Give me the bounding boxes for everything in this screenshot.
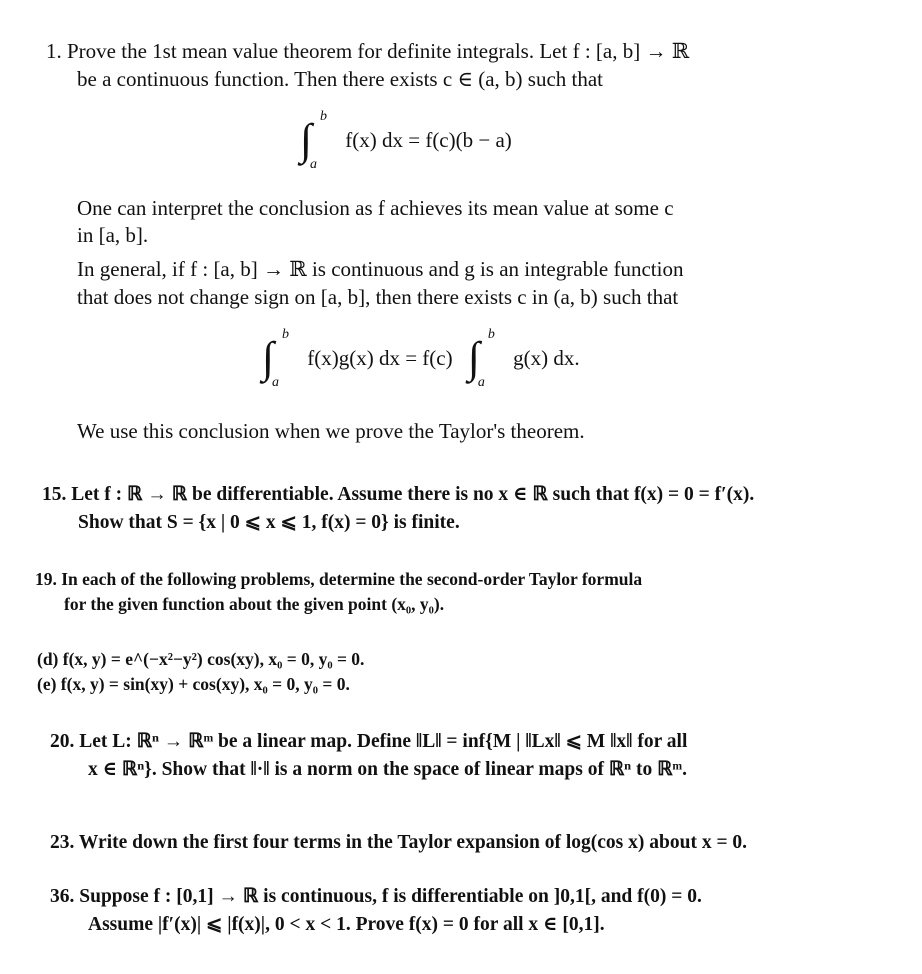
problem-15-line-2: Show that S = {x | 0 ⩽ x ⩽ 1, f(x) = 0} is finite.: [78, 512, 460, 533]
problem-20-line-1: 20. Let L: ℝⁿ → ℝᵐ be a linear map. Define ‖L‖ = inf{M | ‖Lx‖ ⩽ M ‖x‖ for all: [50, 731, 688, 752]
equation-2-body-2: g(x) dx.: [513, 346, 580, 370]
integral-sign: ∫ b a: [262, 327, 289, 390]
equation-1: [300, 109, 512, 172]
problem-20-line-2: x ∈ ℝⁿ}. Show that ‖·‖ is a norm on the space of linear maps of ℝⁿ to ℝᵐ.: [88, 759, 687, 780]
problem-19-line-1: 19. In each of the following problems, determine the second-order Taylor formula: [35, 569, 643, 589]
integral-upper-limit: b: [282, 327, 289, 342]
problem-23-line-1: 23. Write down the first four terms in the Taylor expansion of log(cos x) about x = 0.: [50, 832, 748, 853]
problem-15-line-1: 15. Let f : ℝ → ℝ be differentiable. Assume there is no x ∈ ℝ such that f(x) = 0 = f′(x).: [42, 484, 755, 505]
integral-upper-limit: b: [320, 109, 327, 124]
equation-2: [262, 327, 580, 390]
integral-sign: ∫ b a: [467, 327, 495, 390]
problem-19-item-e: (e) f(x, y) = sin(xy) + cos(xy), x₀ = 0, y₀ = 0.: [37, 674, 350, 694]
problem-36-line-1: 36. Suppose f : [0,1] → ℝ is continuous, f is differentiable on ]0,1[, and f(0) = 0.: [50, 886, 702, 907]
problem-19-line-2: for the given function about the given point (x₀, y₀).: [64, 594, 445, 614]
problem-1-line-1: 1. Prove the 1st mean value theorem for definite integrals. Let f : [a, b] → ℝ: [46, 39, 690, 63]
integral-upper-limit: b: [487, 327, 495, 342]
integral-lower-limit: a: [477, 375, 485, 390]
problem-19-item-d: (d) f(x, y) = e^(−x²−y²) cos(xy), x₀ = 0, y₀ = 0.: [37, 649, 365, 669]
problem-1-line-4: in [a, b].: [77, 223, 149, 247]
problem-36-line-2: Assume |f′(x)| ⩽ |f(x)|, 0 < x < 1. Prove f(x) = 0 for all x ∈ [0,1].: [88, 914, 605, 935]
integral-lower-limit: a: [310, 157, 317, 172]
equation-1-body: f(x) dx = f(c)(b − a): [345, 128, 512, 152]
problem-1-line-5: In general, if f : [a, b] → ℝ is continuous and g is an integrable function: [77, 257, 684, 281]
problem-1-line-6: that does not change sign on [a, b], then there exists c in (a, b) such that: [77, 285, 679, 309]
integral-sign: ∫ b a: [300, 109, 327, 172]
equation-2-body-1: f(x)g(x) dx = f(c): [307, 346, 453, 370]
integral-lower-limit: a: [272, 375, 279, 390]
problem-1-line-2: be a continuous function. Then there exists c ∈ (a, b) such that: [77, 67, 604, 91]
problem-1-line-3: One can interpret the conclusion as f achieves its mean value at some c: [77, 196, 674, 220]
problem-1-line-7: We use this conclusion when we prove the Taylor's theorem.: [77, 419, 585, 443]
